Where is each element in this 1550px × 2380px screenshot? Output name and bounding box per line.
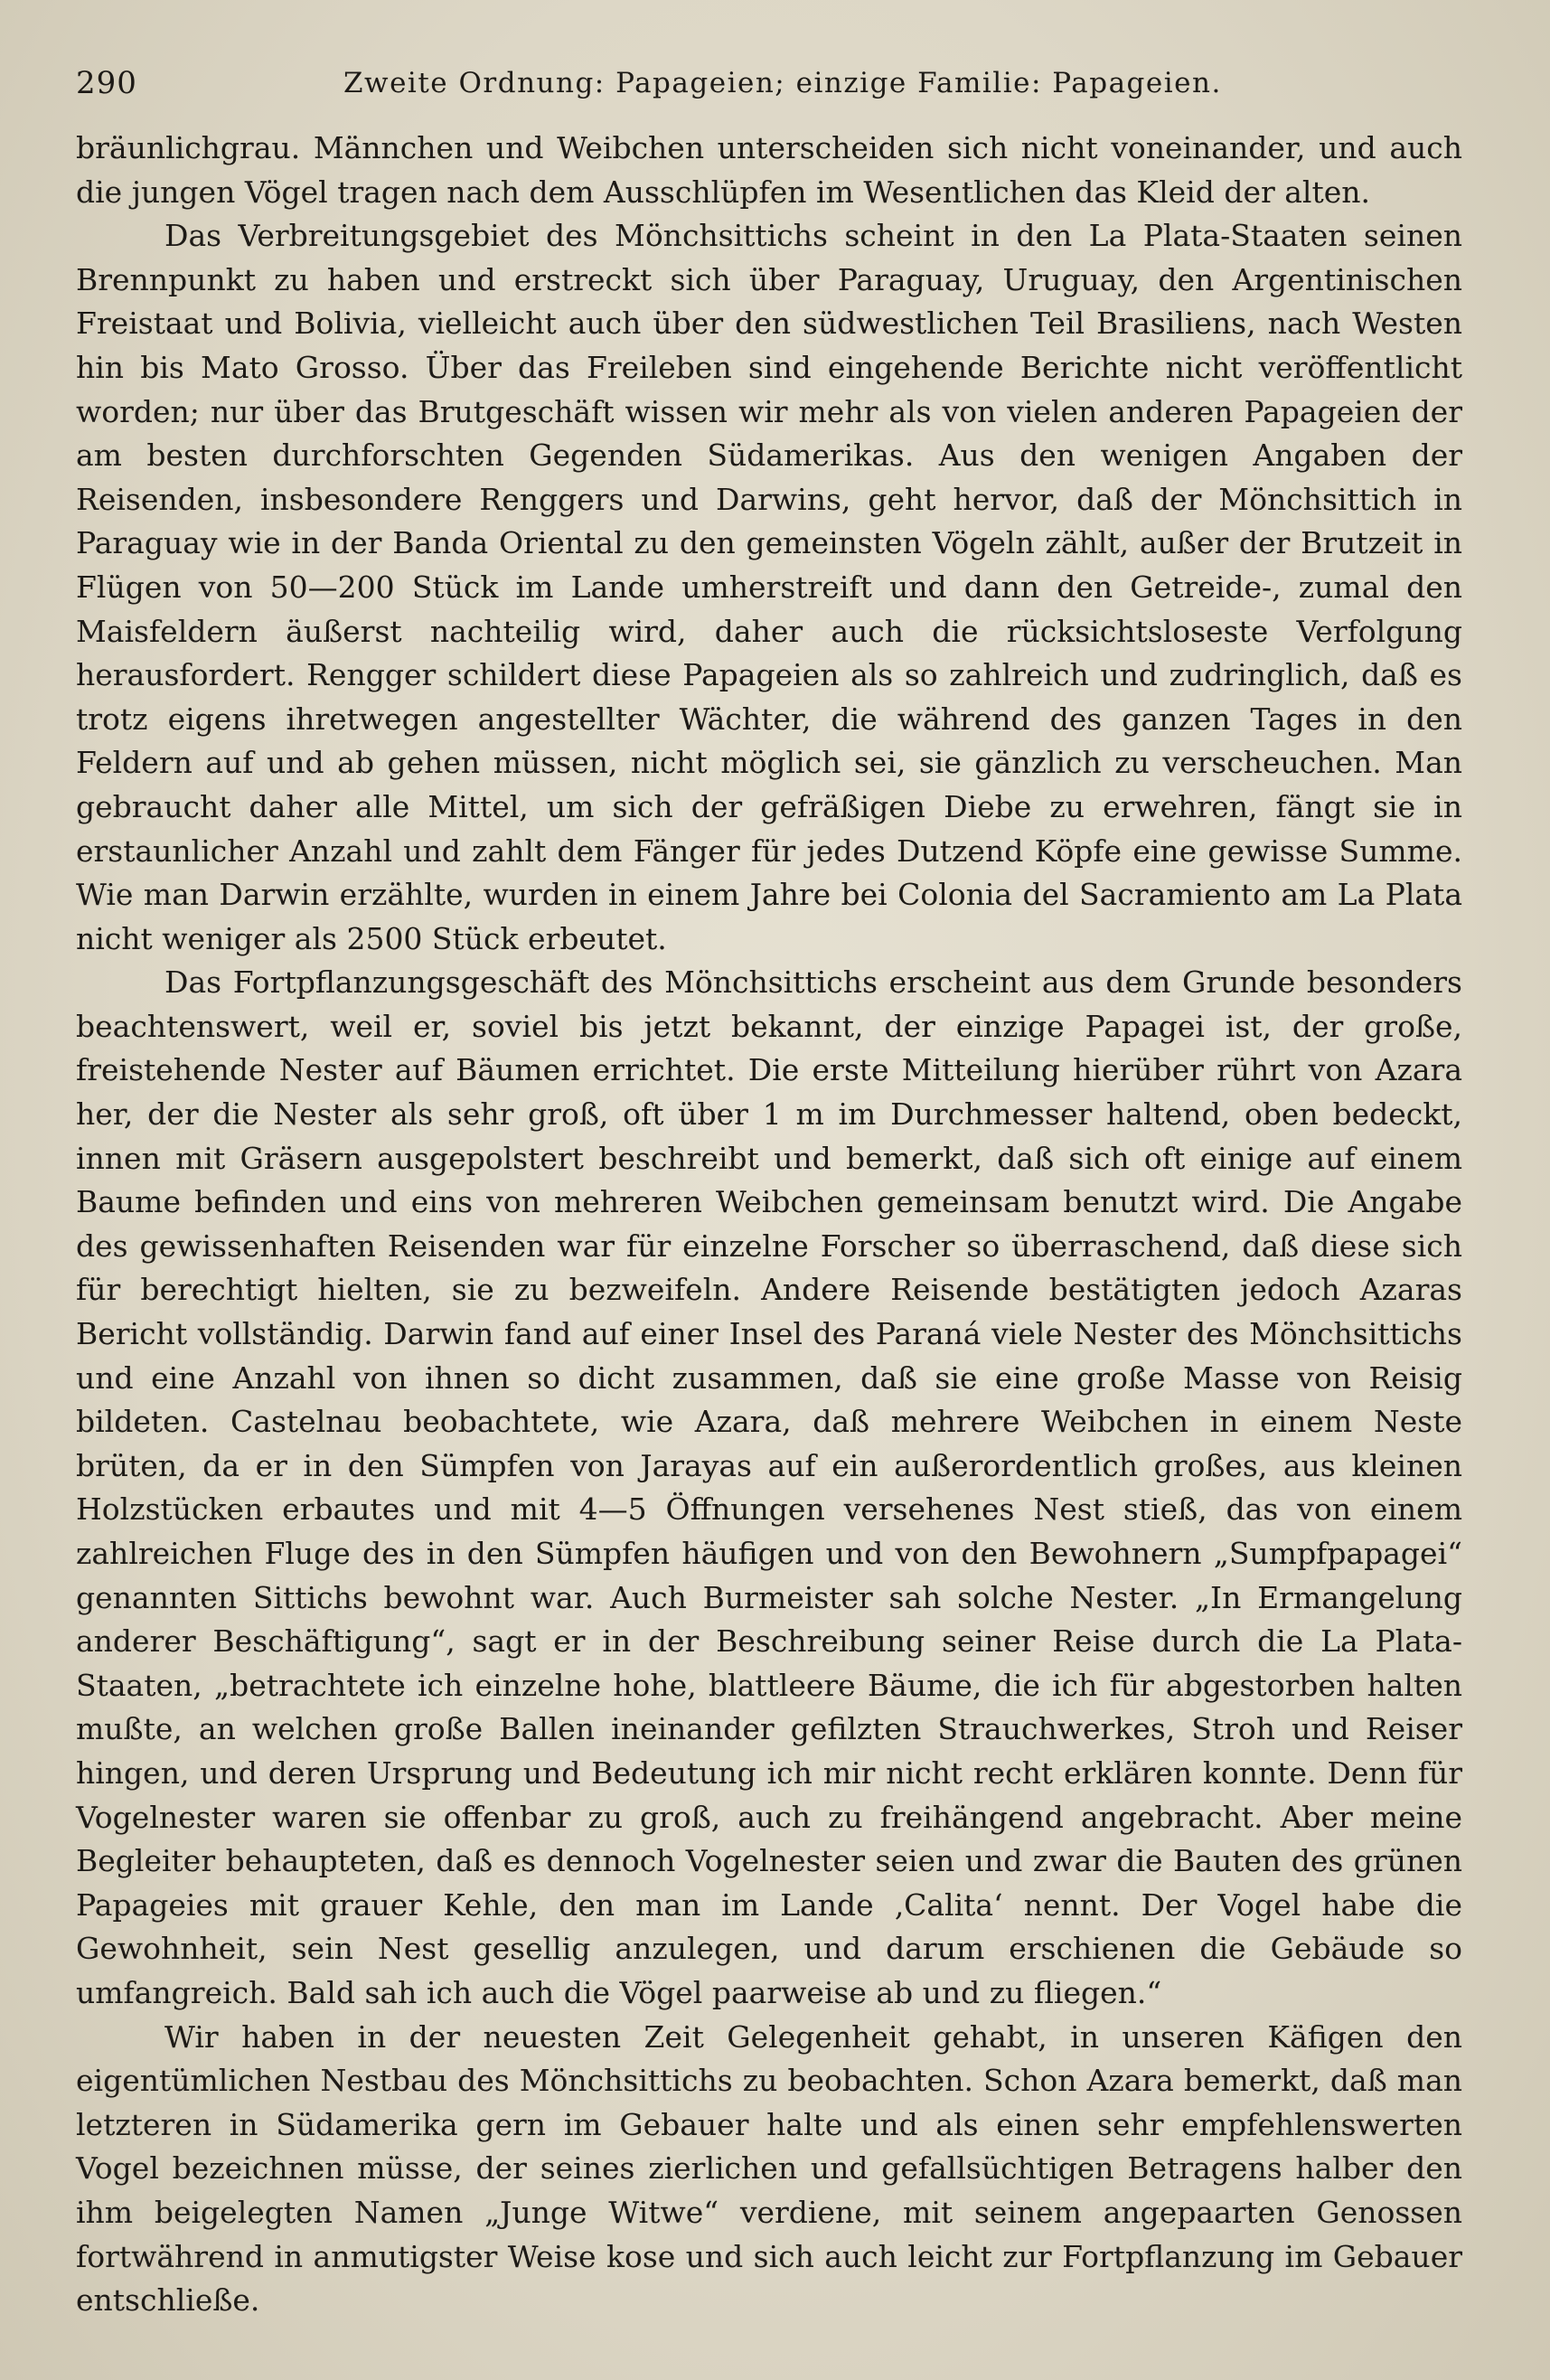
body-text bbox=[76, 127, 1462, 2323]
running-title: Zweite Ordnung: Papageien; einzige Familie: Papageien. bbox=[343, 67, 1222, 99]
page-number: 290 bbox=[76, 65, 137, 101]
paragraph-nesting: Das Fortpflanzungsgeschäft des Mönchsittichs erscheint aus dem Grunde besonders beachtenswert, weil er, soviel bis jetzt bekannt, der einzige Papagei ist, der große, freistehende Nester auf Bäumen errichtet. Die erste Mitteilung hierüber rührt von Azara her, der die Nester als sehr groß, oft über 1 m im Durchmesser haltend, oben bedeckt, innen mit Gräsern ausgepolstert beschreibt und bemerkt, daß sich oft einige auf einem Baume befinden und eins von mehreren Weibchen gemeinsam benutzt wird. Die Angabe des gewissenhaften Reisenden war für einzelne Forscher so überraschend, daß diese sich für berechtigt hielten, sie zu bezweifeln. Andere Reisende bestätigten jedoch Azaras Bericht vollständig. Darwin fand auf einer Insel des Paraná viele Nester des Mönchsittichs und eine Anzahl von ihnen so dicht zusammen, daß sie eine große Masse von Reisig bildeten. Castelnau beobachtete, wie Azara, daß mehrere Weibchen in einem Neste brüten, da er in den Sümpfen von Jarayas auf ein außerordentlich großes, aus kleinen Holzstücken erbautes und mit 4—5 Öffnungen versehenes Nest stieß, das von einem zahlreichen Fluge des in den Sümpfen häufigen und von den Bewohnern „Sumpfpapagei“ genannten Sittichs bewohnt war. Auch Burmeister sah solche Nester. „In Ermangelung anderer Beschäftigung“, sagt er in der Beschreibung seiner Reise durch die La Plata-Staaten, „betrachtete ich einzelne hohe, blattleere Bäume, die ich für abgestorben halten mußte, an welchen große Ballen ineinander gefilzten Strauchwerkes, Stroh und Reiser hingen, und deren Ursprung und Bedeutung ich mir nicht recht erklären konnte. Denn für Vogelnester waren sie offenbar zu groß, auch zu freihängend angebracht. Aber meine Begleiter behaupteten, daß es dennoch Vogelnester seien und zwar die Bauten des grünen Papageies mit grauer Kehle, den man im Lande ‚Calita‘ nennt. Der Vogel habe die Gewohnheit, sein Nest gesellig anzulegen, und darum erschienen die Gebäude so umfangreich. Bald sah ich auch die Vögel paarweise ab und zu fliegen.“ bbox=[76, 964, 1462, 2010]
paragraph-distribution: Das Verbreitungsgebiet des Mönchsittichs scheint in den La Plata-Staaten seinen Brennpunkt zu haben und erstreckt sich über Paraguay, Uruguay, den Argentinischen Freistaat und Bolivia, vielleicht auch über den südwestlichen Teil Brasiliens, nach Westen hin bis Mato Grosso. Über das Freileben sind eingehende Berichte nicht veröffentlicht worden; nur über das Brutgeschäft wissen wir mehr als von vielen anderen Papageien der am besten durchforschten Gegenden Südamerikas. Aus den wenigen Angaben der Reisenden, insbesondere Renggers und Darwins, geht hervor, daß der Mönchsittich in Paraguay wie in der Banda Oriental zu den gemeinsten Vögeln zählt, außer der Brutzeit in Flügen von 50—200 Stück im Lande umherstreift und dann den Getreide-, zumal den Maisfeldern äußerst nachteilig wird, daher auch die rücksichtsloseste Verfolgung herausfordert. Rengger schildert diese Papageien als so zahlreich und zudringlich, daß es trotz eigens ihretwegen angestellter Wächter, die während des ganzen Tages in den Feldern auf und ab gehen müssen, nicht möglich sei, sie gänzlich zu verscheuchen. Man gebraucht daher alle Mittel, um sich der gefräßigen Diebe zu erwehren, fängt sie in erstaunlicher Anzahl und zahlt dem Fänger für jedes Dutzend Köpfe eine gewisse Summe. Wie man Darwin erzählte, wurden in einem Jahre bei Colonia del Sacramiento am La Plata nicht weniger als 2500 Stück erbeutet. bbox=[76, 218, 1462, 956]
page-header bbox=[72, 56, 1482, 110]
paragraph-continuation: bräunlichgrau. Männchen und Weibchen unterscheiden sich nicht voneinander, und auch die jungen Vögel tragen nach dem Ausschlüpfen im Wesentlichen das Kleid der alten. bbox=[76, 130, 1462, 210]
paragraph-captivity: Wir haben in der neuesten Zeit Gelegenheit gehabt, in unseren Käfigen den eigentümlichen Nestbau des Mönchsittichs zu beobachten. Schon Azara bemerkt, daß man letzteren in Südamerika gern im Gebauer halte und als einen sehr empfehlenswerten Vogel bezeichnen müsse, der seines zierlichen und gefallsüchtigen Betragens halber den ihm beigelegten Namen „Junge Witwe“ verdiene, mit seinem angepaarten Genossen fortwährend in anmutigster Weise kose und sich auch leicht zur Fortpflanzung im Gebauer entschließe. bbox=[76, 2018, 1462, 2319]
